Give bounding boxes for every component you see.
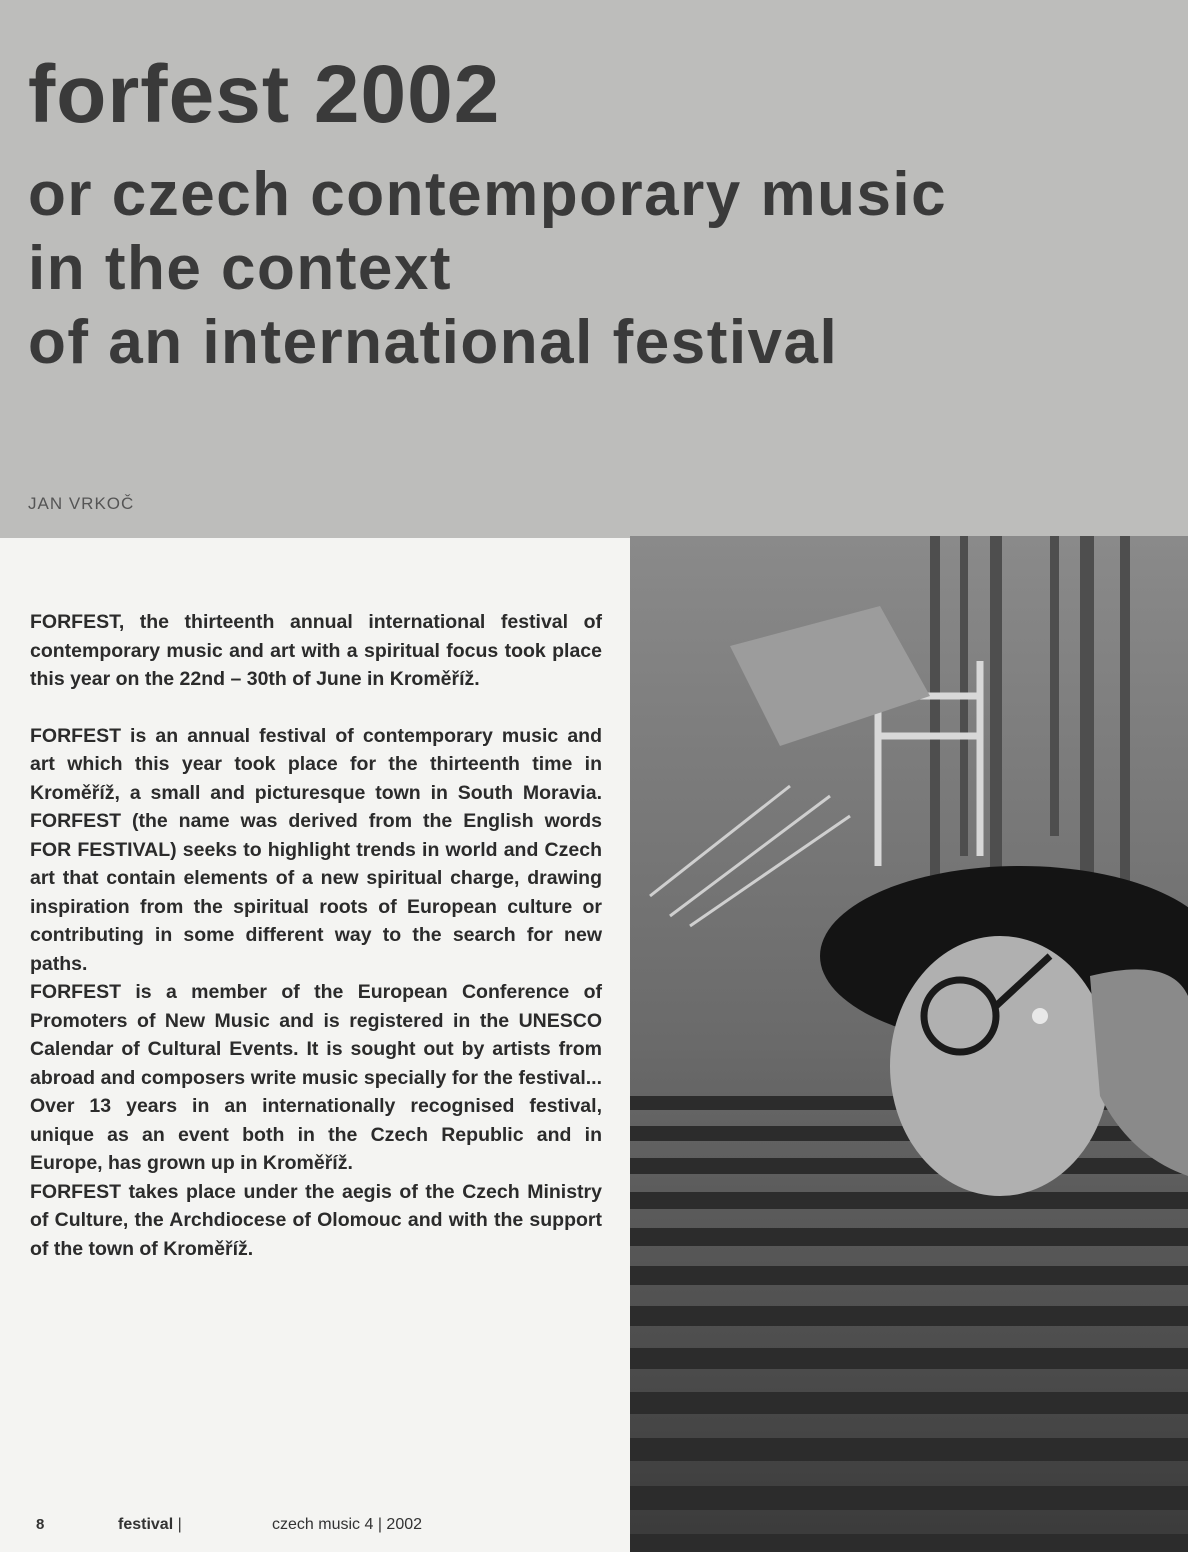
subtitle-line: or czech contemporary music (28, 160, 948, 229)
photo-marimba-player (630, 536, 1188, 1552)
subtitle-line: in the context (28, 234, 453, 303)
magazine-issue: czech music 4 | 2002 (272, 1516, 423, 1533)
section-label (118, 1516, 182, 1534)
photo-illustration (630, 536, 1188, 1552)
article-paragraph: FORFEST is an annual festival of contemporary music and art which this year took place for the thirteenth time in Kroměříž, a small and picturesque town in South Moravia. FORFEST (the name was derived from the English words FOR FESTIVAL) seeks to highlight trends in world and Czech art that contain elements of a new spiritual charge, drawing inspiration from the spiritual roots of European culture or contributing in some different way to the search for new paths. (30, 724, 602, 975)
article-paragraph: FORFEST takes place under the aegis of the Czech Ministry of Culture, the Archdiocese of Olomouc and with the support of the town of Kroměříž. (30, 1180, 602, 1260)
subtitle-line: of an international festival (28, 308, 839, 377)
section-name: festival (118, 1516, 174, 1533)
author-byline: JAN VRKOČ (28, 494, 135, 513)
article-paragraph: FORFEST, the thirteenth annual international festival of contemporary music and art with a spiritual focus took place this year on the 22nd – 30th of June in Kroměříž. (30, 611, 602, 690)
article-paragraph: FORFEST is a member of the European Conference of Promoters of New Music and is registered in the UNESCO Calendar of Cultural Events. It is sought out by artists from abroad and composers write music specially for the festival... Over 13 years in an internationally recognised festival, unique as an event both in the Czech Republic and in Europe, has grown up in Kroměříž. (30, 981, 602, 1174)
page-number: 8 (36, 1516, 45, 1533)
article-title: forfest 2002 (28, 49, 501, 140)
article-body (30, 608, 602, 1263)
article-subtitle (28, 158, 947, 380)
section-divider: | (177, 1516, 182, 1533)
